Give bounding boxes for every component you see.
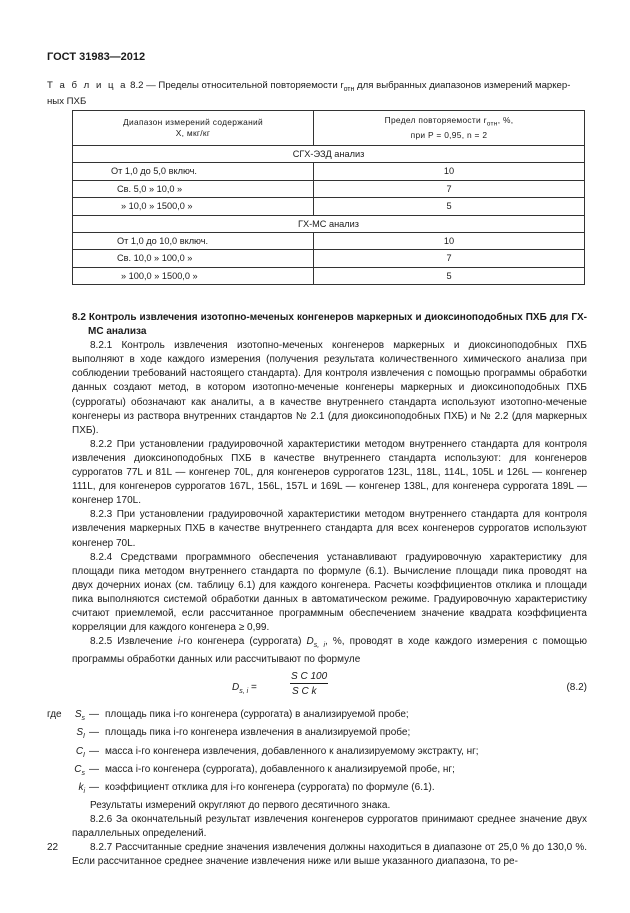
table-header-col2-rest: , %, xyxy=(497,115,514,126)
repeatability-table xyxy=(72,110,585,285)
table-cell-range: » 100,0 » 1500,0 » xyxy=(73,267,314,285)
paragraph-8-2-4: 8.2.4 Средствами программного обеспечения устанавливают градуировочную характеристику для площади пика методом внутреннего стандарта по формуле (6.1). Вычисление площади пика проводят на двух дочерних ионах (см. таблицу 6.1) для каждого конгенера. Расчеты коэффициентов отклика и площади пика выполняются системой обработки данных в автоматическом режиме. Градуировочную характеристику считают приемлемой, если рассчитанное программным обеспечением значение квадрата коэффициента корреляции для каждого конгенера ≥ 0,99. xyxy=(72,551,587,634)
definition-symbol-sub: I xyxy=(83,751,85,759)
table-header-col1-line2: X, мкг/кг xyxy=(175,128,211,138)
table-caption-line2: ных ПХБ xyxy=(47,95,87,107)
table-header-col1-line1: Диапазон измерений содержаний xyxy=(123,117,263,127)
definition-symbol xyxy=(65,708,89,726)
paragraph-8-2-5 xyxy=(72,635,587,667)
table-cell-value: 5 xyxy=(314,267,585,285)
table-row xyxy=(73,198,585,216)
definition-text: площадь пика i-го конгенера (суррогата) в анализируемой пробе; xyxy=(105,709,409,721)
table-cell-value: 10 xyxy=(314,232,585,250)
table-cell-value: 7 xyxy=(314,180,585,198)
table-row xyxy=(73,267,585,285)
table-cell-value: 7 xyxy=(314,250,585,268)
definition-symbol-letter: C xyxy=(75,745,84,757)
page-number: 22 xyxy=(47,842,59,853)
table-section-row xyxy=(73,146,585,163)
definition-dash: — xyxy=(89,763,99,775)
definition-dash: — xyxy=(89,781,99,793)
formula-denominator: S C k xyxy=(292,686,317,698)
definition-symbol-sub: s xyxy=(81,769,85,777)
section-heading-8-2: 8.2 Контроль извлечения изотопно-меченых конгенеров маркерных и диоксиноподобных ПХБ для ГХ-МС анализа xyxy=(72,312,587,338)
definitions-where: где xyxy=(47,709,62,721)
formula-lhs xyxy=(232,681,257,699)
definition-symbol xyxy=(47,745,89,763)
paragraph-8-2-1: 8.2.1 Контроль извлечения изотопно-меченых конгенеров маркерных и диоксиноподобных ПХБ выполняют в ходе каждого измерения (получения результата количественного химического анализа при соблюдении требований настоящего стандарта). Для контроля извлечения с помощью программы обработки данных создают метод, в котором изотопно-меченые конгенеры маркерных и диоксиноподобных ПХБ (суррогаты) обозначают как аналиты, а в качестве внутреннего стандарта используют изотопно-меченые конгенеры из раствора внутренних стандартов № 2.1 (для диоксиноподобных ПХБ) и № 2.2 (для маркерных ПХБ). xyxy=(72,340,587,436)
table-header-col2-line2: при P = 0,95, n = 2 xyxy=(410,129,488,140)
table-caption-rest: для выбранных диапазонов измерений маркер- xyxy=(354,80,571,91)
definition-item xyxy=(47,708,587,726)
table-row xyxy=(73,232,585,250)
definitions-list xyxy=(47,708,587,798)
formula-number: (8.2) xyxy=(566,682,587,694)
table-row xyxy=(73,180,585,198)
definition-symbol-letter: S xyxy=(74,709,82,721)
definition-symbol xyxy=(47,763,89,781)
paragraph-8-2-7: 8.2.7 Рассчитанные средние значения извлечения должны находиться в диапазоне от 25,0 % до 130,0 %. Если рассчитанное среднее значение извлечения ниже или выше указанного диапазона, то ре- xyxy=(72,842,587,868)
definition-item xyxy=(47,726,587,744)
definition-dash: — xyxy=(89,745,99,757)
table-row xyxy=(73,163,585,181)
definition-item xyxy=(47,781,587,799)
table-cell-range: » 10,0 » 1500,0 » xyxy=(73,198,314,216)
definition-symbol-sub: s xyxy=(81,715,85,723)
table-section-title: СГХ-ЭЗД анализ xyxy=(73,146,585,163)
table-cell-value: 10 xyxy=(314,163,585,181)
paragraph-8-2-3: 8.2.3 При установлении градуировочной характеристики методом внутреннего стандарта для контроля извлечения маркерных ПХБ в качестве внутреннего стандарта для всех конгенеров суррогатов используют конгенер 70L. xyxy=(72,509,587,549)
definition-symbol-letter: S xyxy=(76,727,84,739)
table-section-title: ГХ-МС анализ xyxy=(73,215,585,232)
p825-d: D xyxy=(306,636,314,648)
definition-symbol-sub: I xyxy=(83,733,85,741)
definition-item xyxy=(47,745,587,763)
definition-symbol-letter: k xyxy=(78,781,84,793)
table-caption-text: 8.2 — Пределы относительной повторяемости r xyxy=(130,80,344,91)
definition-symbol xyxy=(47,781,89,799)
document-body xyxy=(47,311,587,869)
definition-text: коэффициент отклика для i-го конгенера (суррогата) по формуле (6.1). xyxy=(105,781,435,793)
formula-eq: = xyxy=(248,682,257,694)
formula-lhs-symbol: D xyxy=(232,682,240,694)
table-cell-range: От 1,0 до 5,0 включ. xyxy=(73,163,314,181)
definition-text: площадь пика i-го конгенера извлечения в анализируемой пробе; xyxy=(105,727,411,739)
p825-e: s, i xyxy=(313,642,326,650)
table-cell-range: Св. 10,0 » 100,0 » xyxy=(73,250,314,268)
definition-symbol-letter: C xyxy=(74,763,82,775)
p825-a: 8.2.5 Извлечение xyxy=(90,636,178,648)
definition-dash: — xyxy=(89,727,99,739)
p825-f: , %, проводят в ходе каждого измерения с помощью программы обработки данных или рассчитывают по формуле xyxy=(72,636,587,666)
table-section-row xyxy=(73,215,585,232)
table-cell-value: 5 xyxy=(314,198,585,216)
definition-item xyxy=(47,763,587,781)
definition-symbol xyxy=(47,726,89,744)
table-caption-label: Т а б л и ц а xyxy=(47,80,128,91)
formula-numerator: S C 100 xyxy=(291,671,328,683)
table-caption xyxy=(47,80,587,108)
definition-dash: — xyxy=(89,709,99,721)
paragraph-rounding: Результаты измерений округляют до первого десятичного знака. xyxy=(90,799,391,811)
table-header-col2-line1: Предел повторяемости r xyxy=(384,115,487,126)
table-header-col1 xyxy=(73,111,314,146)
definition-text: масса i-го конгенера извлечения, добавленного к анализируемому экстракту, нг; xyxy=(105,745,479,757)
formula-lhs-sub: s, i xyxy=(239,688,249,696)
table-header-col2-sub: отн xyxy=(486,120,498,128)
paragraph-8-2-6: 8.2.6 За окончательный результат извлечения конгенеров суррогатов принимают среднее значение двух параллельных определений. xyxy=(72,813,587,839)
table-cell-range: Св. 5,0 » 10,0 » xyxy=(73,180,314,198)
table-header-col2 xyxy=(314,111,585,146)
p825-c: -го конгенера (суррогата) xyxy=(180,636,307,648)
document-header: ГОСТ 31983—2012 xyxy=(47,51,146,63)
p825-b: i xyxy=(177,636,181,648)
table-header-row xyxy=(73,111,585,146)
definition-text: масса i-го конгенера (суррогата), добавленного к анализируемой пробе, нг; xyxy=(105,763,455,775)
table-cell-range: От 1,0 до 10,0 включ. xyxy=(73,232,314,250)
table-row xyxy=(73,250,585,268)
definition-symbol-sub: i xyxy=(83,787,85,795)
formula-8-2 xyxy=(72,670,587,706)
paragraph-8-2-2: 8.2.2 При установлении градуировочной характеристики методом внутреннего стандарта для контроля извлечения диоксиноподобных ПХБ в качестве внутреннего стандарта используют: для конгенеров суррогатов 77L и 81L — конгенер 70L, для конгенеров суррогатов 123L, 118L, 114L, 105L и 126L — конгенер 111L, для конгенеров суррогатов 167L, 156L, 157L и 169L — конгенер 138L, для конгенера суррогата 189L — конгенер 170L. xyxy=(72,438,587,507)
table-caption-sub: отн xyxy=(343,85,355,93)
